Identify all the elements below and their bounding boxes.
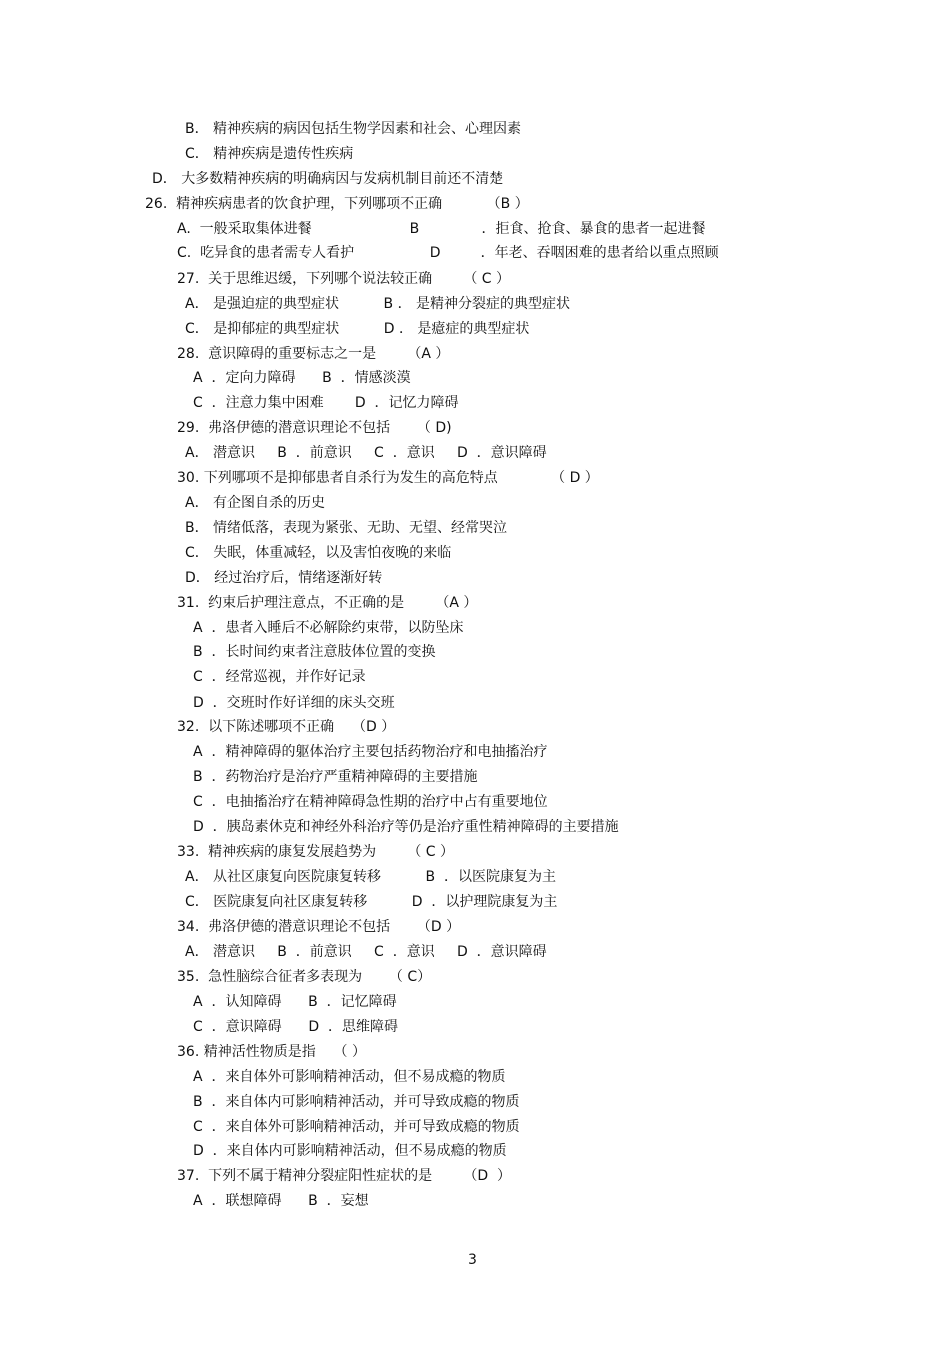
text-line: D． 大多数精神疾病的明确病因与发病机制目前还不清楚 bbox=[152, 171, 504, 187]
text-line: A． 是强迫症的典型症状 B ． 是精神分裂症的典型症状 bbox=[185, 296, 571, 312]
text-line: A ．定向力障碍 B ．情感淡漠 bbox=[193, 370, 411, 386]
text-line: C. 吃异食的患者需专人看护 D ．年老、吞咽困难的患者给以重点照顾 bbox=[177, 245, 719, 261]
question-26: 26. 精神疾病患者的饮食护理，下列哪项不正确 （B ） bbox=[145, 196, 529, 212]
question-34: 34. 弗洛伊德的潜意识理论不包括 （D ） bbox=[177, 919, 461, 935]
text-line: D ．来自体内可影响精神活动，但不易成瘾的物质 bbox=[193, 1143, 507, 1159]
text-line: B ．药物治疗是治疗严重精神障碍的主要措施 bbox=[193, 769, 478, 785]
text-line: A． 从社区康复向医院康复转移 B ．以医院康复为主 bbox=[185, 869, 557, 885]
text-line: C． 是抑郁症的典型症状 D ． 是癔症的典型症状 bbox=[185, 321, 530, 337]
text-line: A ．精神障碍的躯体治疗主要包括药物治疗和电抽搐治疗 bbox=[193, 744, 548, 760]
question-31: 31. 约束后护理注意点，不正确的是 （A ） bbox=[177, 595, 478, 611]
text-line: A． 有企图自杀的历史 bbox=[185, 495, 326, 511]
question-30: 30. 下列哪项不是抑郁患者自杀行为发生的高危特点 （ D ） bbox=[177, 470, 599, 486]
text-line: A ．认知障碍 B ．记忆障碍 bbox=[193, 994, 397, 1010]
text-line: C ．意识障碍 D ．思维障碍 bbox=[193, 1019, 399, 1035]
question-28: 28. 意识障碍的重要标志之一是 （A ） bbox=[177, 346, 450, 362]
text-line: A ．患者入睡后不必解除约束带，以防坠床 bbox=[193, 620, 464, 636]
text-line: B ．长时间约束者注意肢体位置的变换 bbox=[193, 644, 436, 660]
text-line: D． 经过治疗后，情绪逐渐好转 bbox=[185, 570, 383, 586]
question-36: 36. 精神活性物质是指 （ ） bbox=[177, 1044, 366, 1060]
text-line: C ．经常巡视，并作好记录 bbox=[193, 669, 366, 685]
text-line: C． 失眠，体重减轻，以及害怕夜晚的来临 bbox=[185, 545, 452, 561]
question-37: 37. 下列不属于精神分裂症阳性症状的是 （D ） bbox=[177, 1168, 511, 1184]
text-line: A． 潜意识 B ．前意识 C ．意识 D ．意识障碍 bbox=[185, 944, 547, 960]
question-32: 32. 以下陈述哪项不正确 （D ） bbox=[177, 719, 396, 735]
text-line: D ．胰岛素休克和神经外科治疗等仍是治疗重性精神障碍的主要措施 bbox=[193, 819, 619, 835]
text-line: C ．电抽搐治疗在精神障碍急性期的治疗中占有重要地位 bbox=[193, 794, 548, 810]
text-line: A． 潜意识 B ．前意识 C ．意识 D ．意识障碍 bbox=[185, 445, 547, 461]
text-line: B． 精神疾病的病因包括生物学因素和社会、心理因素 bbox=[185, 121, 522, 137]
text-line: B． 情绪低落，表现为紧张、无助、无望、经常哭泣 bbox=[185, 520, 508, 536]
text-line: C ．注意力集中困难 D ．记忆力障碍 bbox=[193, 395, 459, 411]
question-33: 33. 精神疾病的康复发展趋势为 （ C ） bbox=[177, 844, 454, 860]
text-line: B ．来自体内可影响精神活动，并可导致成瘾的物质 bbox=[193, 1094, 520, 1110]
text-line: A ．联想障碍 B ．妄想 bbox=[193, 1193, 369, 1209]
question-35: 35. 急性脑综合征者多表现为 （ C） bbox=[177, 969, 432, 985]
text-line: C． 精神疾病是遗传性疾病 bbox=[185, 146, 354, 162]
text-line: A ．来自体外可影响精神活动，但不易成瘾的物质 bbox=[193, 1069, 506, 1085]
page-number: 3 bbox=[468, 1252, 477, 1268]
question-27: 27. 关于思维迟缓，下列哪个说法较正确 （ C ） bbox=[177, 271, 510, 287]
text-line: A. 一般采取集体进餐 B ．拒食、抢食、暴食的患者一起进餐 bbox=[177, 221, 706, 237]
question-29: 29. 弗洛伊德的潜意识理论不包括 （ D) bbox=[177, 420, 452, 436]
text-line: C ．来自体外可影响精神活动，并可导致成瘾的物质 bbox=[193, 1119, 520, 1135]
text-line: D ．交班时作好详细的床头交班 bbox=[193, 695, 395, 711]
text-line: C． 医院康复向社区康复转移 D ．以护理院康复为主 bbox=[185, 894, 558, 910]
